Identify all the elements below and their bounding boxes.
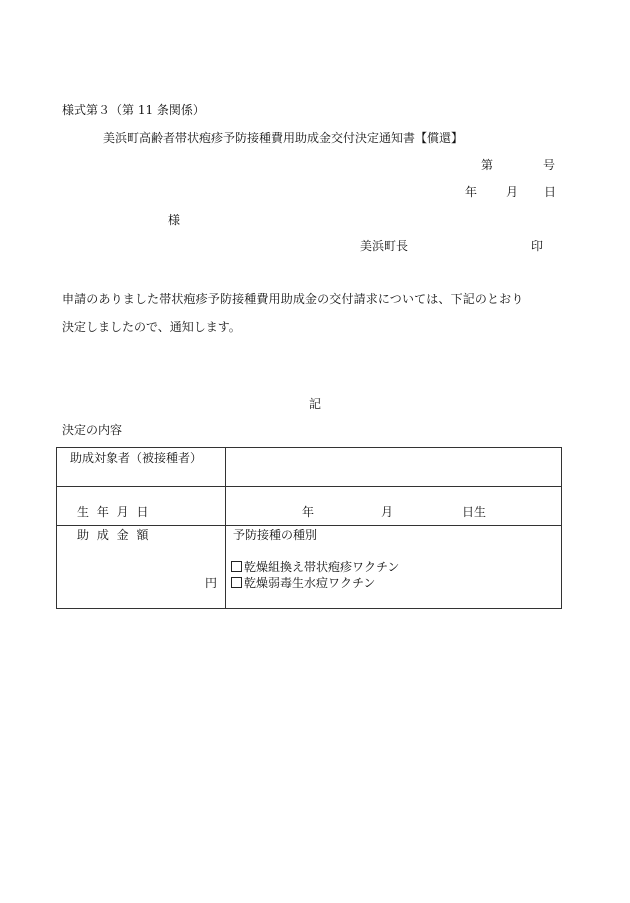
date-year: 年 [465,185,478,199]
addressee-honorific: 様 [168,213,181,227]
body-line-2: 決定しましたので、通知します。 [62,320,241,334]
birthdate-label: 生 年 月 日 [77,505,151,519]
table-row [57,487,562,526]
table-row [57,526,562,609]
content-label: 決定の内容 [62,423,123,437]
document-number-prefix: 第 [481,158,494,172]
table-row [57,448,562,487]
issuer-name: 美浜町長 [360,239,409,253]
birthdate-month: 月 [381,505,394,519]
checkbox-icon[interactable] [231,577,242,588]
checkbox-icon[interactable] [231,561,242,572]
target-label: 助成対象者（被接種者） [70,451,203,465]
amount-label: 助 成 金 額 [77,528,151,542]
vaccine-option[interactable] [231,576,375,591]
form-number: 様式第３（第 11 条関係） [62,103,205,117]
vaccine-type-label: 予防接種の種別 [233,528,318,542]
amount-unit: 円 [204,576,217,590]
birthdate-value-cell [226,487,562,526]
document-title: 美浜町高齢者帯状疱疹予防接種費用助成金交付決定通知書【償還】 [103,131,464,145]
date-month: 月 [506,185,519,199]
document-number-suffix: 号 [543,158,556,172]
issuer-seal: 印 [531,239,544,253]
birthdate-day: 日生 [462,505,487,519]
body-line-1: 申請のありました帯状疱疹予防接種費用助成金の交付請求については、下記のとおり [62,292,524,306]
date-day: 日 [544,185,557,199]
vaccine-type-cell [226,526,562,609]
ki-heading: 記 [309,397,322,411]
vaccine-option-label: 乾燥組換え帯状疱疹ワクチン [244,560,400,574]
decision-table [56,447,562,609]
vaccine-option-label: 乾燥弱毒生水痘ワクチン [244,576,376,590]
target-label-cell [57,448,226,487]
birthdate-label-cell [57,487,226,526]
amount-label-cell [57,526,226,609]
vaccine-option[interactable] [231,560,399,575]
target-value-cell [226,448,562,487]
birthdate-year: 年 [302,505,315,519]
